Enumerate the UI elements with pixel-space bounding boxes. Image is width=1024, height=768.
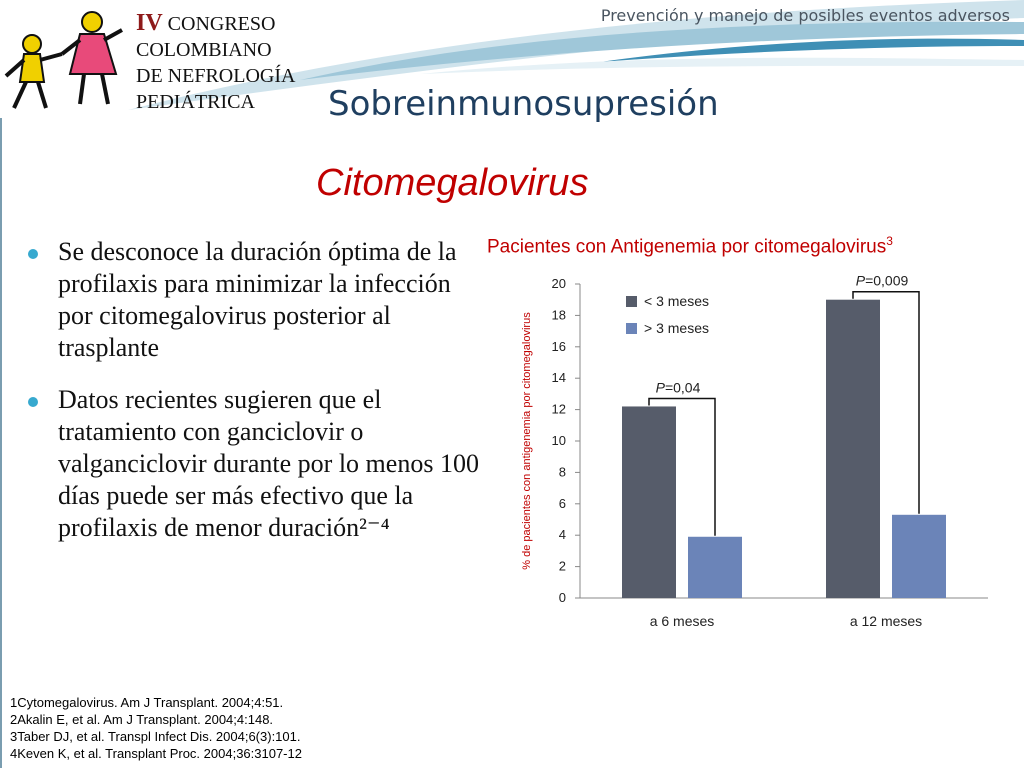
legend-swatch (626, 296, 637, 307)
y-tick-label: 18 (551, 307, 566, 323)
congress-line2: COLOMBIANO (136, 39, 272, 61)
slide-subtitle: Citomegalovirus (316, 162, 589, 204)
y-tick-label: 14 (551, 370, 566, 386)
y-tick-label: 12 (551, 401, 566, 417)
p-letter: P (855, 272, 866, 289)
congress-logo-figures (0, 0, 128, 118)
bar (892, 515, 946, 598)
chart-heading-sup: 3 (886, 234, 893, 248)
y-tick-label: 16 (551, 338, 566, 354)
x-tick-label: a 12 meses (849, 613, 923, 629)
section-title: Prevención y manejo de posibles eventos adversos (600, 6, 1010, 25)
bar (622, 406, 676, 598)
reference-item: 4Keven K, et al. Transplant Proc. 2004;36:3107-12 (10, 746, 302, 761)
bullet-dot-icon (28, 249, 38, 259)
chart-heading (487, 234, 893, 258)
bullet-text: Se desconoce la duración óptima de la profilaxis para minimizar la infección por citomegalovirus posterior al trasplante (58, 237, 457, 362)
bullet-text: Datos recientes sugieren que el tratamiento con ganciclovir o valganciclovir durante por lo menos 100 días puede ser más efectivo que la profilaxis de menor duración²⁻⁴ (58, 385, 479, 542)
congress-line4: PEDIÁTRICA (136, 91, 255, 113)
y-tick-label: 8 (558, 464, 566, 480)
reference-item: 3Taber DJ, et al. Transpl Infect Dis. 2004;6(3):101. (10, 729, 301, 744)
congress-roman: IV (136, 10, 163, 36)
reference-item: 2Akalin E, et al. Am J Transplant. 2004;4:148. (10, 712, 274, 727)
slide-title: Sobreinmunosupresión (328, 84, 719, 124)
p-value-annotation (856, 273, 909, 289)
y-tick-label: 2 (558, 558, 566, 574)
reference-item: 1Cytomegalovirus. Am J Transplant. 2004;4:51. (10, 695, 284, 710)
congress-line3: DE NEFROLOGÍA (136, 65, 296, 87)
bar (826, 300, 880, 598)
legend-swatch (626, 323, 637, 334)
p-value: =0,04 (664, 379, 701, 396)
y-tick-label: 20 (551, 276, 566, 291)
x-tick-label: a 6 meses (649, 613, 715, 629)
p-letter: P (655, 379, 665, 396)
bar-chart (510, 262, 1000, 642)
legend-label: < 3 meses (644, 293, 709, 309)
left-frame-line (0, 118, 2, 768)
y-tick-label: 6 (558, 495, 566, 511)
bullet-item (28, 236, 483, 364)
congress-name (136, 10, 295, 115)
y-tick-label: 0 (558, 590, 566, 605)
p-value-annotation (656, 379, 701, 395)
y-tick-label: 4 (558, 527, 566, 543)
chart-heading-text: Pacientes con Antigenemia por citomegalovirus (487, 236, 887, 258)
bullet-dot-icon (28, 397, 38, 407)
legend-label: > 3 meses (644, 320, 709, 336)
bullet-item (28, 384, 483, 544)
y-axis-label: % de pacientes con antigenemia por citomegalovirus (521, 312, 533, 570)
bar (688, 537, 742, 598)
p-value: =0,009 (865, 272, 909, 289)
bullet-list (28, 236, 483, 564)
y-tick-label: 10 (551, 433, 566, 448)
congress-line1: CONGRESO (167, 13, 276, 35)
references (10, 694, 302, 762)
